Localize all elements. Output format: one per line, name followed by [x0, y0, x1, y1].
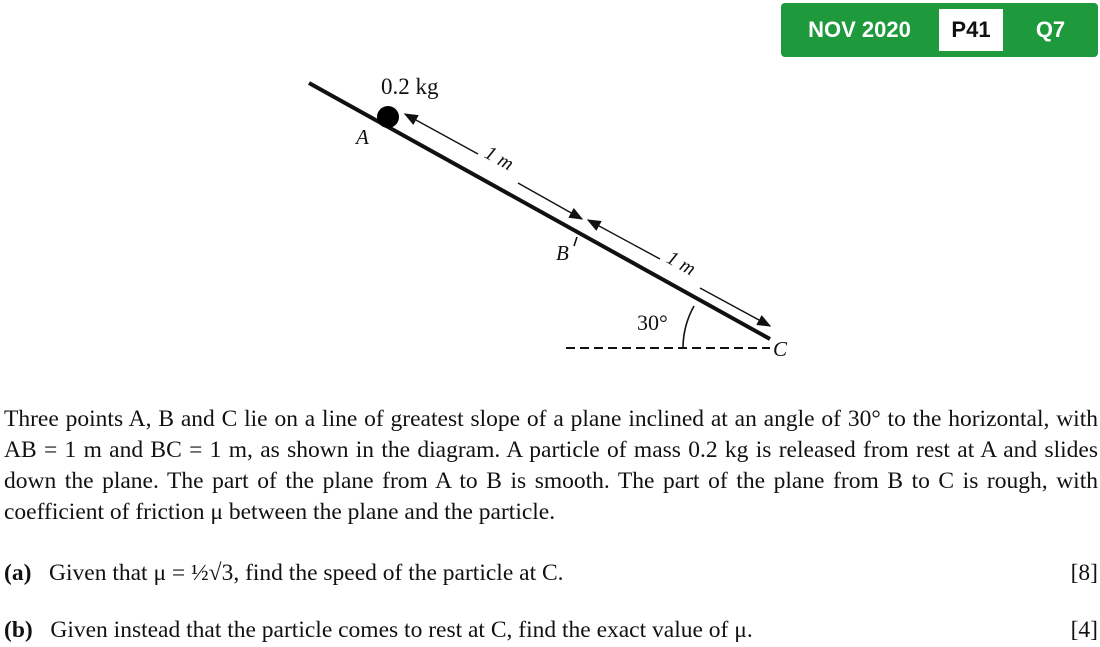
part-a-marks: [8] [1070, 560, 1098, 586]
bc-dimension-arrow-upper [588, 220, 660, 259]
ab-dimension-arrow-upper [405, 114, 478, 154]
problem-statement: Three points A, B and C lie on a line of greatest slope of a plane inclined at an angle of 30° to the horizontal, with AB = 1 m and BC = 1 m, as shown in the diagram. A particle of mass 0.2 kg is released from rest at A and slides down the plane. The part of the plane from A to B is smooth. The part of the plane from B to C is rough, with coefficient of friction μ between the plane and the particle. [4, 406, 1098, 525]
ab-dimension-arrow-lower [518, 183, 582, 219]
angle-label: 30° [637, 310, 668, 335]
paper-number: P41 [939, 9, 1003, 51]
particle [377, 106, 399, 128]
part-b-label: (b) [4, 617, 33, 643]
point-b-label: B [556, 241, 569, 265]
part-b-text: Given instead that the particle comes to rest at C, find the exact value of μ. [50, 617, 753, 643]
angle-arc [683, 306, 694, 348]
mass-label: 0.2 kg [381, 74, 439, 99]
question-part-b [4, 617, 1098, 647]
part-b-marks: [4] [1070, 617, 1098, 643]
point-a-label: A [356, 125, 369, 149]
question-part-a [4, 560, 1098, 590]
exam-session: NOV 2020 [808, 17, 911, 42]
point-c-label: C [773, 337, 788, 361]
part-a-text: Given that μ = ½√3, find the speed of the particle at C. [49, 560, 564, 586]
b-tick [574, 237, 577, 246]
part-a-label: (a) [4, 560, 32, 586]
distance-ab-label: 1 m [480, 141, 518, 176]
distance-bc-label: 1 m [662, 246, 700, 281]
question-number: Q7 [1035, 17, 1066, 42]
